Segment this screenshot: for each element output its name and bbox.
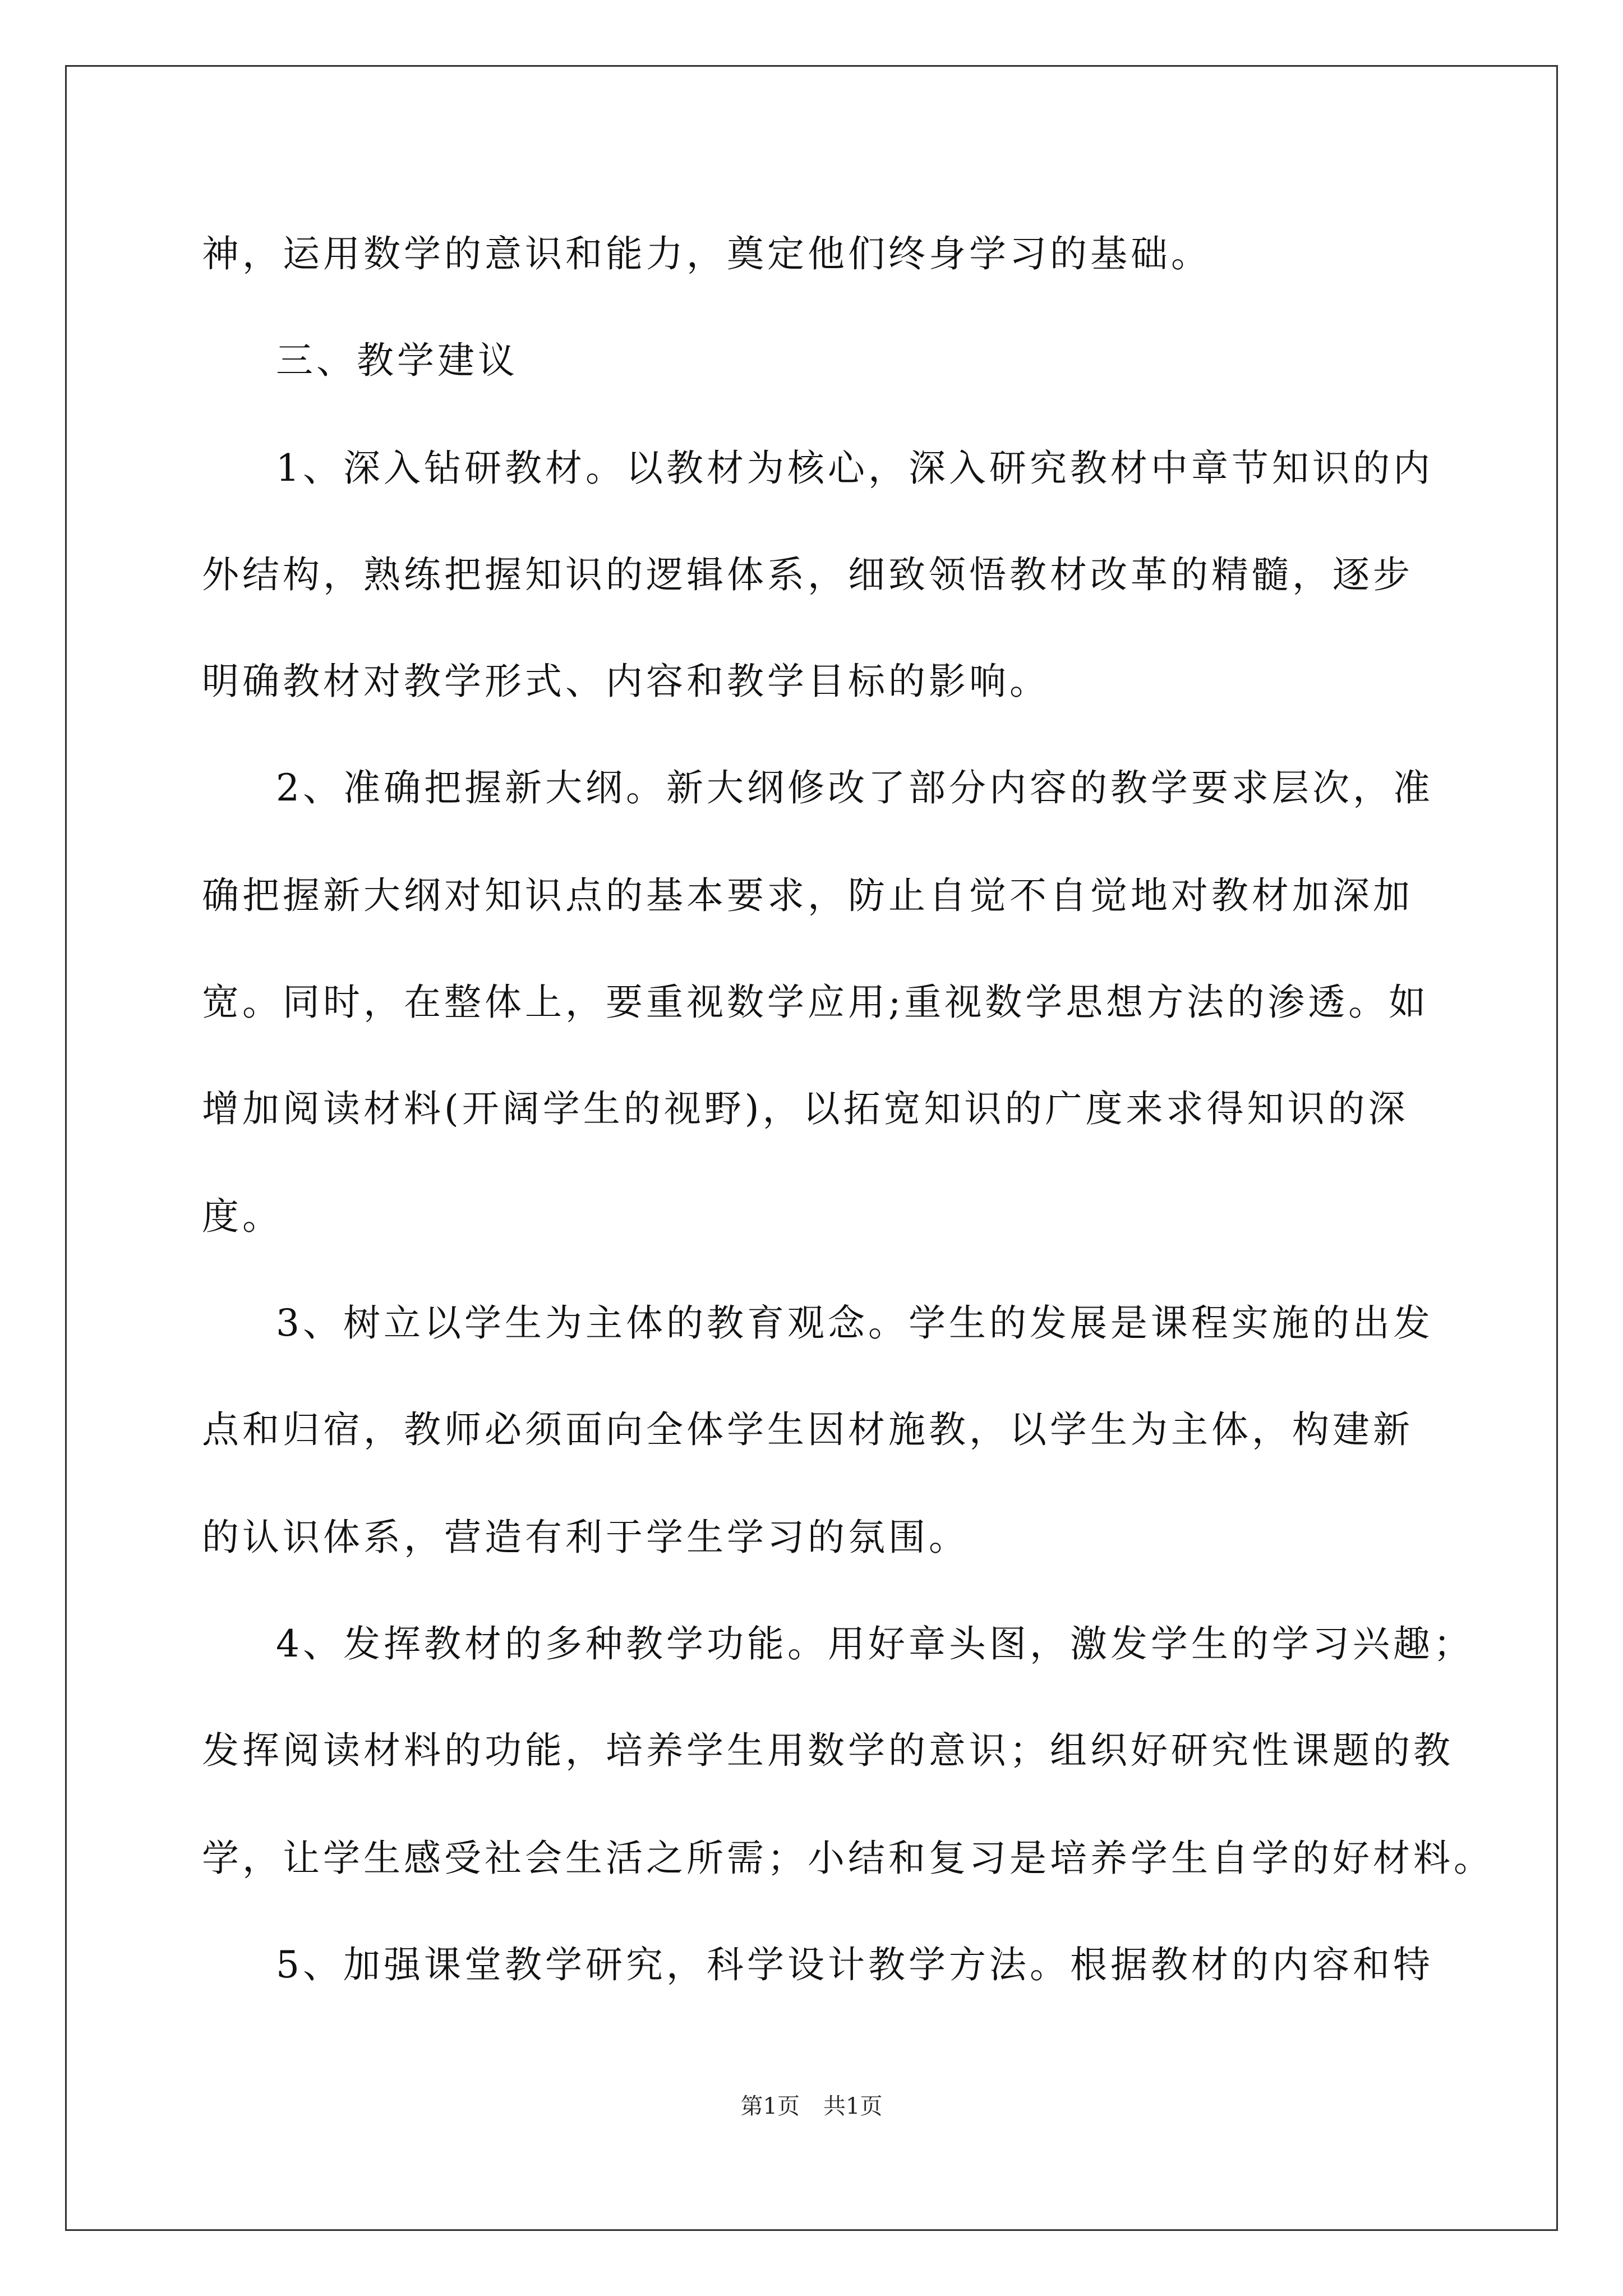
text-line: 1、深入钻研教材。以教材为核心，深入研究教材中章节知识的内: [276, 447, 1433, 490]
text-line: 神，运用数学的意识和能力，奠定他们终身学习的基础。: [202, 232, 1211, 275]
text-line: 的认识体系，营造有利于学生学习的氛围。: [202, 1516, 969, 1559]
section-heading: 三、教学建议: [276, 339, 518, 382]
text-line: 增加阅读材料(开阔学生的视野)，以拓宽知识的广度来求得知识的深: [202, 1087, 1409, 1130]
text-line: 外结构，熟练把握知识的逻辑体系，细致领悟教材改革的精髓，逐步: [202, 553, 1413, 596]
page-border: [65, 65, 1558, 2231]
text-line: 3、树立以学生为主体的教育观念。学生的发展是课程实施的出发: [276, 1301, 1433, 1345]
text-line: 度。: [202, 1195, 283, 1238]
text-line: 5、加强课堂教学研究，科学设计教学方法。根据教材的内容和特: [276, 1943, 1433, 1986]
text-line: 学，让学生感受社会生活之所需；小结和复习是培养学生自学的好材料。: [202, 1837, 1494, 1880]
text-line: 发挥阅读材料的功能，培养学生用数学的意识；组织好研究性课题的教: [202, 1729, 1454, 1772]
text-line: 4、发挥教材的多种教学功能。用好章头图，激发学生的学习兴趣；: [276, 1622, 1474, 1665]
page-number: 第1页: [740, 2093, 800, 2119]
page-footer: [0, 2095, 1623, 2118]
text-line: 明确教材对教学形式、内容和教学目标的影响。: [202, 660, 1050, 703]
text-line: 2、准确把握新大纲。新大纲修改了部分内容的教学要求层次，准: [276, 766, 1433, 809]
text-line: 宽。同时，在整体上，要重视数学应用;重视数学思想方法的渗透。如: [202, 981, 1430, 1024]
text-line: 确把握新大纲对知识点的基本要求，防止自觉不自觉地对教材加深加: [202, 874, 1413, 917]
page-total: 共1页: [823, 2093, 883, 2119]
text-line: 点和归宿，教师必须面向全体学生因材施教，以学生为主体，构建新: [202, 1408, 1413, 1451]
